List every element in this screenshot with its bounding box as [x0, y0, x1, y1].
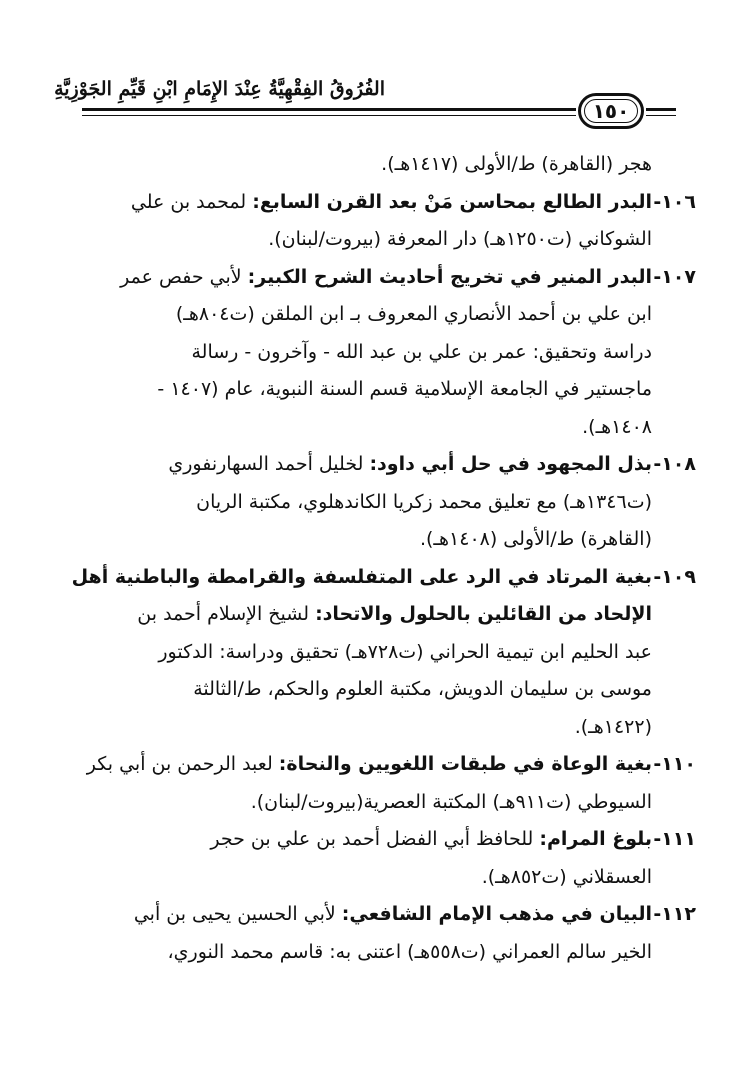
entry-line: العسقلاني (ت٨٥٢هـ). — [481, 865, 652, 888]
bibliography-entry — [86, 821, 696, 896]
entry-title: بلوغ المرام: — [539, 828, 652, 850]
bibliography-entry — [86, 896, 696, 971]
running-header-title: الفُرُوقُ الفِقْهِيَّةُ عِنْدَ الإِمَامِ ابْنِ قَيِّمِ الجَوْزِيَّةِ — [54, 78, 385, 100]
entry-author: لشيخ الإسلام أحمد بن — [137, 603, 310, 625]
entry-title-continued: الإلحاد من القائلين بالحلول والاتحاد: — [315, 603, 652, 625]
entry-line: الخير سالم العمراني (ت٥٥٨هـ) اعتنى به: قاسم محمد النوري، — [167, 940, 652, 963]
entry-number: ١٠٨- — [653, 453, 696, 475]
bibliography-entry — [86, 746, 696, 821]
entry-author: لعبد الرحمن بن أبي بكر — [86, 753, 273, 775]
entry-line: الشوكاني (ت١٢٥٠هـ) دار المعرفة (بيروت/لبنان). — [268, 228, 652, 250]
entry-number: ١٠٧- — [653, 265, 696, 288]
entry-title: البدر المنير في تخريج أحاديث الشرح الكبير: — [247, 265, 652, 288]
entry-number: ١١٢- — [653, 903, 696, 925]
header-rule — [82, 108, 576, 111]
entry-number: ١٠٩- — [653, 565, 696, 588]
entry-line: موسى بن سليمان الدويش، مكتبة العلوم والحكم، ط/الثالثة — [193, 678, 652, 700]
entry-author: لأبي الحسين يحيى بن أبي — [133, 903, 336, 925]
bibliography-entry — [86, 446, 696, 559]
bibliography-entry — [86, 184, 696, 259]
entry-title: بذل المجهود في حل أبي داود: — [369, 453, 652, 475]
entry-line: (القاهرة) ط/الأولى (١٤٠٨هـ). — [419, 528, 652, 550]
entry-title: بغية المرتاد في الرد على المتفلسفة والقرامطة والباطنية أهل — [71, 565, 652, 588]
entry-line: ماجستير في الجامعة الإسلامية قسم السنة النبوية، عام (١٤٠٧ - — [157, 378, 652, 400]
entry-number: ١١٠- — [653, 753, 696, 775]
entry-line: السيوطي (ت٩١١هـ) المكتبة العصرية(بيروت/لبنان). — [250, 790, 652, 813]
entry-line: دراسة وتحقيق: عمر بن علي بن عبد الله - وآخرون - رسالة — [191, 340, 652, 363]
entry-title: بغية الوعاة في طبقات اللغويين والنحاة: — [278, 753, 652, 775]
entry-number: ١١١- — [653, 828, 696, 850]
entry-line: (ت١٣٤٦هـ) مع تعليق محمد زكريا الكاندهلوي، مكتبة الريان — [196, 490, 652, 513]
entry-author: لمحمد بن علي — [130, 190, 247, 213]
bibliography-entry — [86, 259, 696, 447]
entry-author: لأبي حفص عمر — [120, 265, 242, 288]
entry-line: عبد الحليم ابن تيمية الحراني (ت٧٢٨هـ) تحقيق ودراسة: الدكتور — [158, 640, 652, 663]
bibliography-list — [71, 146, 696, 971]
entry-author: لخليل أحمد السهارنفوري — [168, 453, 364, 475]
bibliography-entry — [71, 559, 696, 747]
entry-line: ابن علي بن أحمد الأنصاري المعروف بـ ابن الملقن (ت٨٠٤هـ) — [175, 303, 652, 325]
entry-title: البدر الطالع بمحاسن مَنْ بعد القرن السابع: — [252, 190, 652, 213]
header-rule-right — [646, 108, 676, 111]
entry-author: للحافظ أبي الفضل أحمد بن علي بن حجر — [210, 828, 534, 850]
entry-title: البيان في مذهب الإمام الشافعي: — [341, 903, 652, 925]
page-number-badge: ١٥٠ — [578, 93, 644, 129]
header-rule-thin — [82, 115, 576, 116]
entry-line: (١٤٢٢هـ). — [574, 715, 652, 738]
entry-line: ١٤٠٨هـ). — [582, 415, 652, 438]
header-rule-right-thin — [646, 115, 676, 116]
continuation-line: هجر (القاهرة) ط/الأولى (١٤١٧هـ). — [381, 153, 652, 175]
entry-number: ١٠٦- — [653, 190, 696, 213]
